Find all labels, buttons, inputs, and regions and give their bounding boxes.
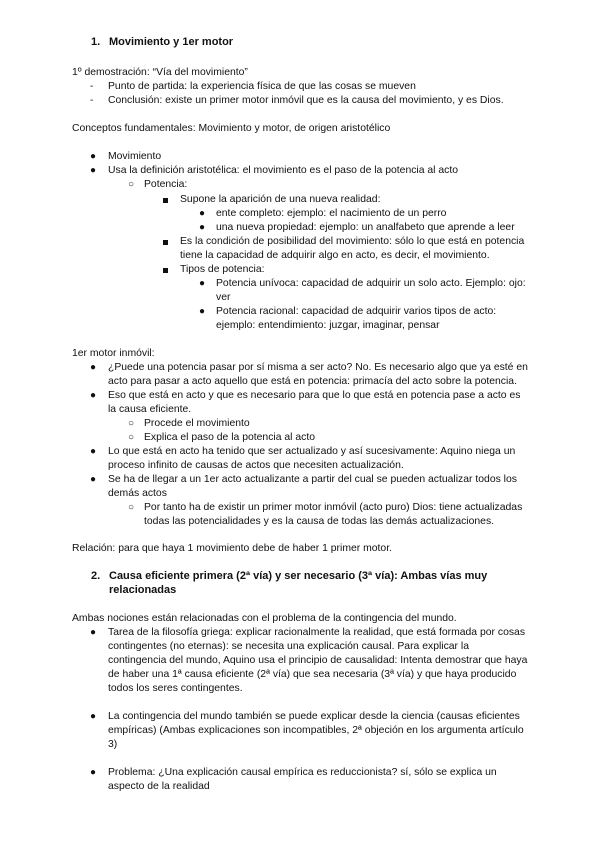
condicion-line: Es la condición de posibilidad del movimiento: sólo lo que está en potencia (180, 236, 525, 247)
motor-line: proceso infinito de causas de actos que necesiten actualización. (108, 460, 404, 471)
tipos-label: Tipos de potencia: (180, 264, 265, 275)
supone-item: ente completo: ejemplo: el nacimiento de un perro (216, 208, 447, 219)
section2-line: La contingencia del mundo también se puede explicar desde la ciencia (causas eficientes (108, 711, 520, 722)
concept-item: Usa la definición aristotélica: el movimiento es el paso de la potencia al acto (108, 165, 459, 176)
motor-line: la causa eficiente. (108, 404, 192, 415)
section2-line: contingencia del mundo, Aquino usa el principio de causalidad: Intenta demostrar que haya (108, 655, 528, 666)
section2-line: empíricas) (Ambas explicaciones son incompatibles, 2ª objeción en los argumenta artículo (108, 725, 524, 736)
motor-line: ¿Puede una potencia pasar por sí misma a ser acto? No. Es necesario algo que ya esté en (108, 362, 528, 373)
section1-title: Movimiento y 1er motor (109, 36, 234, 48)
racional-line: Potencia racional: capacidad de adquirir varios tipos de acto: (216, 306, 497, 317)
section2-line: contingentes (no eternas): se necesita una explicación causal. Para explicar la (108, 641, 469, 652)
demo-item: Conclusión: existe un primer motor inmóvil que es la causa del movimiento, y es Dios. (108, 95, 504, 106)
dot-bullet: ● (199, 222, 206, 233)
circle-bullet: ○ (128, 179, 135, 190)
dot-bullet: ● (90, 151, 97, 162)
dot-bullet: ● (90, 627, 97, 638)
dash-bullet: - (90, 95, 94, 106)
circle-bullet: ○ (128, 432, 135, 443)
univoca-line: Potencia unívoca: capacidad de adquirir un solo acto. Ejemplo: ojo: (216, 278, 526, 289)
section2-line: Problema: ¿Una explicación causal empírica es reduccionista? sí, sólo se explica un (108, 767, 497, 778)
motor-subitem: Explica el paso de la potencia al acto (144, 432, 315, 443)
relation-text: Relación: para que haya 1 movimiento debe de haber 1 primer motor. (72, 543, 392, 554)
section2-line: Tarea de la filosofía griega: explicar racionalmente la realidad, que está formada por cosas (108, 627, 526, 638)
motor-subitem: todas las potencialidades y es la causa de todas las demás actualizaciones. (144, 516, 495, 527)
section2-line: 3) (108, 739, 118, 750)
dot-bullet: ● (90, 390, 97, 401)
demo-item: Punto de partida: la experiencia física de que las cosas se mueven (108, 81, 416, 92)
dot-bullet: ● (199, 208, 206, 219)
dot-bullet: ● (90, 767, 97, 778)
section2-title: relacionadas (109, 584, 177, 596)
section2-line: de haber una 1ª causa eficiente (2ª vía) que sea necesaria (3ª vía) y que haya producido (108, 669, 517, 680)
motor-line: acto para pasar a acto aquello que está en potencia: primacía del acto sobre la potencia. (108, 376, 517, 387)
concepts-title: Conceptos fundamentales: Movimiento y motor, de origen aristotélico (72, 123, 391, 134)
section2-intro: Ambas nociones están relacionadas con el problema de la contingencia del mundo. (72, 613, 457, 624)
section2-title: Causa eficiente primera (2ª vía) y ser necesario (3ª vía): Ambas vías muy (109, 570, 488, 582)
motor-title: 1er motor inmóvil: (72, 348, 155, 359)
dot-bullet: ● (90, 362, 97, 373)
univoca-line: ver (216, 292, 231, 303)
dot-bullet: ● (90, 165, 97, 176)
section2-number: 2. (91, 570, 101, 582)
dot-bullet: ● (199, 278, 206, 289)
dash-bullet: - (90, 81, 94, 92)
condicion-line: tiene la capacidad de adquirir algo en acto, es decir, el movimiento. (180, 250, 490, 261)
motor-line: Eso que está en acto y que es necesario para que lo que está en potencia pase a acto es (108, 390, 521, 401)
square-bullet (163, 240, 168, 245)
supone-label: Supone la aparición de una nueva realidad: (180, 194, 381, 205)
section2-line: aspecto de la realidad (108, 781, 210, 792)
dot-bullet: ● (90, 446, 97, 457)
motor-line: Lo que está en acto ha tenido que ser actualizado y así sucesivamente: Aquino niega un (108, 446, 516, 457)
dot-bullet: ● (90, 711, 97, 722)
racional-line: ejemplo: entendimiento: juzgar, imaginar, pensar (216, 320, 440, 331)
demo-title: 1º demostración: “Vía del movimiento” (72, 67, 248, 78)
square-bullet (163, 198, 168, 203)
motor-subitem: Por tanto ha de existir un primer motor inmóvil (acto puro) Dios: tiene actualizadas (144, 502, 523, 513)
supone-item: una nueva propiedad: ejemplo: un analfabeto que aprende a leer (216, 222, 515, 233)
potencia-label: Potencia: (144, 179, 188, 190)
motor-line: demás actos (108, 488, 167, 499)
square-bullet (163, 268, 168, 273)
section2-line: todos los seres contingentes. (108, 683, 243, 694)
circle-bullet: ○ (128, 418, 135, 429)
motor-subitem: Procede el movimiento (144, 418, 250, 429)
section1-number: 1. (91, 36, 101, 48)
dot-bullet: ● (199, 306, 206, 317)
concept-item: Movimiento (108, 151, 162, 162)
motor-line: Se ha de llegar a un 1er acto actualizante a partir del cual se pueden actualizar todos los (108, 474, 517, 485)
dot-bullet: ● (90, 474, 97, 485)
circle-bullet: ○ (128, 502, 135, 513)
